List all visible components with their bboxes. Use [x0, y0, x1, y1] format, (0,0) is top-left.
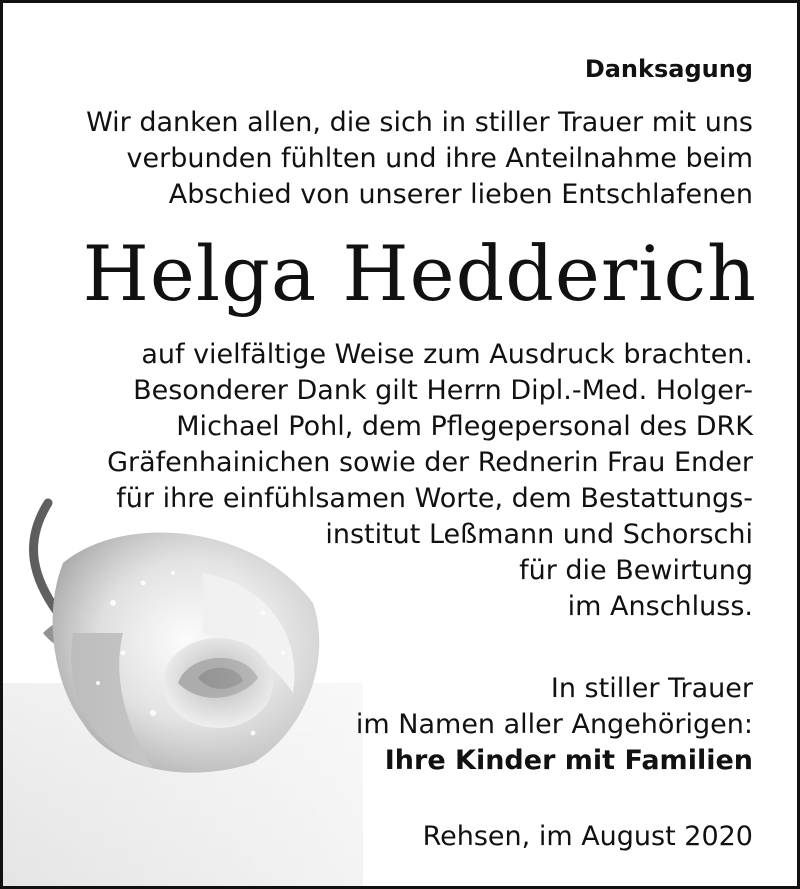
body-line: im Anschluss.	[567, 591, 753, 622]
body-line: Gräfenhainichen sowie der Rednerin Frau Ender	[107, 447, 753, 478]
signature: Ihre Kinder mit Familien	[384, 745, 753, 776]
body-line: institut Leßmann und Schorschi	[325, 519, 753, 550]
body-line: für die Bewirtung	[519, 555, 753, 586]
body-line: für ihre einfühlsamen Worte, dem Bestattungs-	[116, 483, 753, 514]
body-line: Besonderer Dank gilt Herrn Dipl.-Med. Holger-	[133, 375, 753, 406]
intro-line: verbunden fühlten und ihre Anteilnahme beim	[126, 143, 753, 174]
closing-line: In stiller Trauer	[550, 673, 753, 704]
heading: Danksagung	[584, 55, 753, 83]
deceased-name: Helga Hedderich	[82, 229, 757, 318]
intro-line: Abschied von unserer lieben Entschlafenen	[168, 179, 753, 210]
intro-line: Wir danken allen, die sich in stiller Trauer mit uns	[86, 107, 753, 138]
place-date: Rehsen, im August 2020	[422, 821, 753, 852]
intro-paragraph	[3, 105, 753, 213]
closing-line: im Namen aller Angehörigen:	[355, 709, 753, 740]
body-line: auf vielfältige Weise zum Ausdruck brachten.	[141, 339, 753, 370]
body-paragraph	[3, 337, 753, 625]
body-line: Michael Pohl, dem Pflegepersonal des DRK	[176, 411, 753, 442]
closing-block	[3, 671, 753, 779]
